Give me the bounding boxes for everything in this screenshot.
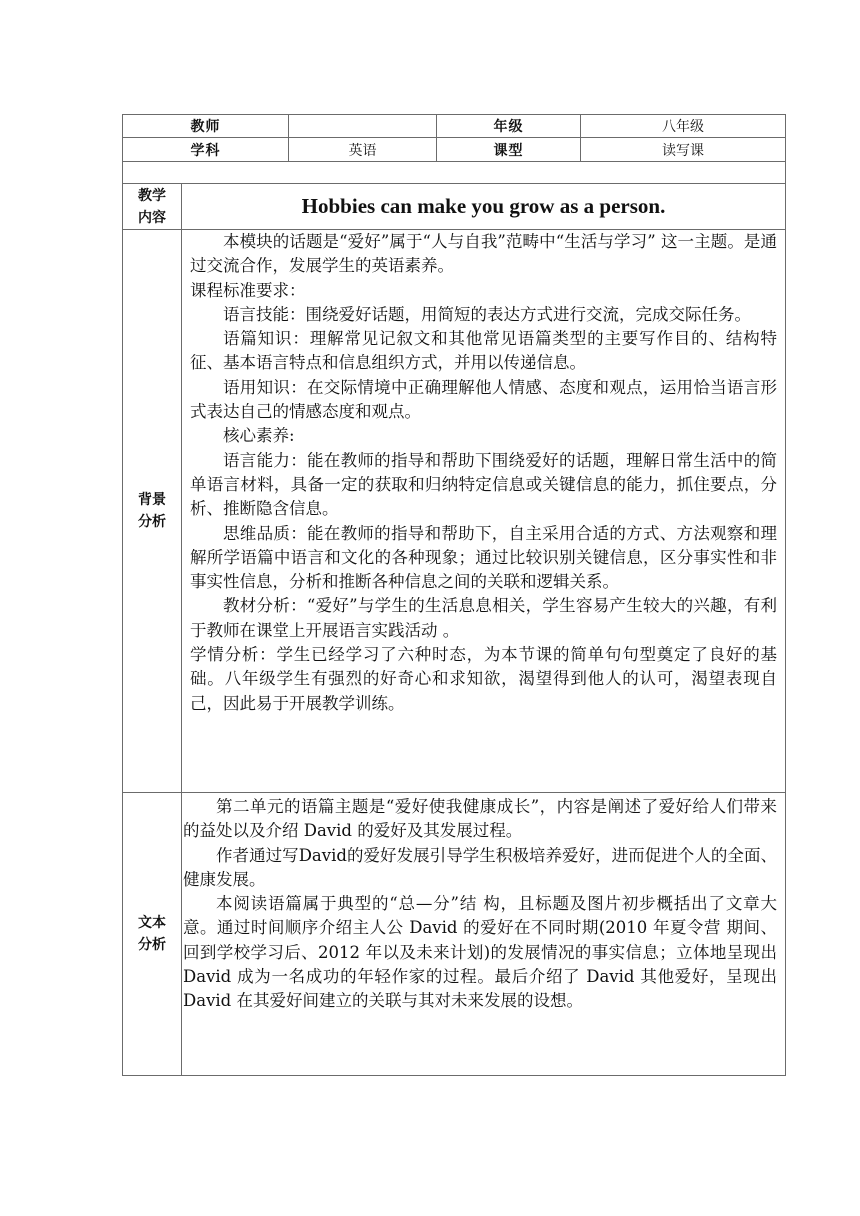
background-paragraph: 语言技能：围绕爱好话题，用简短的表达方式进行交流，完成交际任务。	[223, 304, 751, 324]
lesson-type-label: 课型	[493, 142, 524, 159]
border-row2	[122, 161, 786, 162]
background-paragraph: 语言能力：能在教师的指导和帮助下围绕爱好的话题，理解日常生活中的简单语言材料，具备一定的获取和归纳特定信息或关键信息的能力，抓住要点，分析、推断隐含信息。	[190, 450, 777, 519]
lesson-title: Hobbies can make you grow as a person.	[301, 194, 666, 218]
background-paragraph: 教材分析：“爱好”与学生的生活息息相关，学生容易产生较大的兴趣，有利于教师在课堂上开展语言实践活动 。	[190, 596, 777, 640]
text-analysis-paragraph: 第二单元的语篇主题是“爱好使我健康成长”，内容是阐述了爱好给人们带来的益处以及介绍 David 的爱好及其发展过程。	[183, 797, 777, 841]
background-paragraph: 核心素养:	[223, 426, 295, 446]
text-analysis-paragraph: 本阅读语篇属于典型的“总—分”结 构，且标题及图片初步概括出了文章大意。通过时间顺序介绍主人公 David 的爱好在不同时期(2010 年夏令营 期间、回到学校学习后、2012 年以及未来计划)的发展情况的事实信息；立体地呈现出 David 成为一名成功的年轻作家的过程。最后介绍了 David 其他爱好，呈现出David 在其爱好间建立的关联与其对未来发展的设想。	[183, 894, 777, 1011]
text-analysis-label-line1: 文本	[138, 915, 166, 931]
background-paragraph: 语用知识：在交际情境中正确理解他人情感、态度和观点，运用恰当语言形式表达自己的情感态度和观点。	[190, 377, 777, 422]
lesson-type-value: 读写课	[662, 142, 704, 159]
subject-value: 英语	[348, 142, 377, 159]
text-analysis-paragraph: 作者通过写David的爱好发展引导学生积极培养爱好，进而促进个人的全面、健康发展。	[183, 845, 777, 889]
grade-value: 八年级	[662, 119, 704, 135]
background-paragraph: 本模块的话题是“爱好”属于“人与自我”范畴中“生活与学习” 这一主题。是通过交流合作，发展学生的英语素养。	[190, 232, 777, 276]
content-label-line1: 教学	[138, 187, 166, 204]
background-paragraph: 学情分析：学生已经学习了六种时态，为本节课的简单句句型奠定了良好的基础。八年级学生有强烈的好奇心和求知欲，渴望得到他人的认可，渴望表现自己，因此易于开展教学训练。	[190, 645, 777, 713]
text-analysis-text	[183, 795, 777, 1014]
border-row5	[122, 792, 786, 793]
subject-label: 学科	[190, 142, 221, 159]
border-bottom	[122, 1075, 786, 1076]
background-label-line2: 分析	[138, 514, 166, 530]
content-label	[123, 184, 181, 229]
grade-label: 年级	[493, 119, 524, 135]
background-analysis-text	[190, 230, 777, 716]
text-analysis-label	[123, 793, 181, 1075]
background-label-line1: 背景	[138, 492, 166, 508]
background-paragraph: 语篇知识：理解常见记叙文和其他常见语篇类型的主要写作目的、结构特征、基本语言特点和信息组织方式，并用以传递信息。	[190, 329, 777, 373]
background-label	[123, 230, 181, 792]
teacher-value	[289, 115, 436, 137]
teacher-label: 教师	[190, 119, 221, 135]
background-paragraph: 思维品质：能在教师的指导和帮助下，自主采用合适的方式、方法观察和理解所学语篇中语言和文化的各种现象；通过比较识别关键信息，区分事实性和非事实性信息，分析和推断各种信息之间的关联和逻辑关系。	[190, 523, 777, 592]
border-label-col	[181, 183, 182, 1076]
background-paragraph: 课程标准要求：	[190, 280, 306, 300]
border-right	[785, 114, 786, 1076]
content-label-line2: 内容	[138, 209, 166, 226]
text-analysis-label-line2: 分析	[138, 937, 166, 953]
